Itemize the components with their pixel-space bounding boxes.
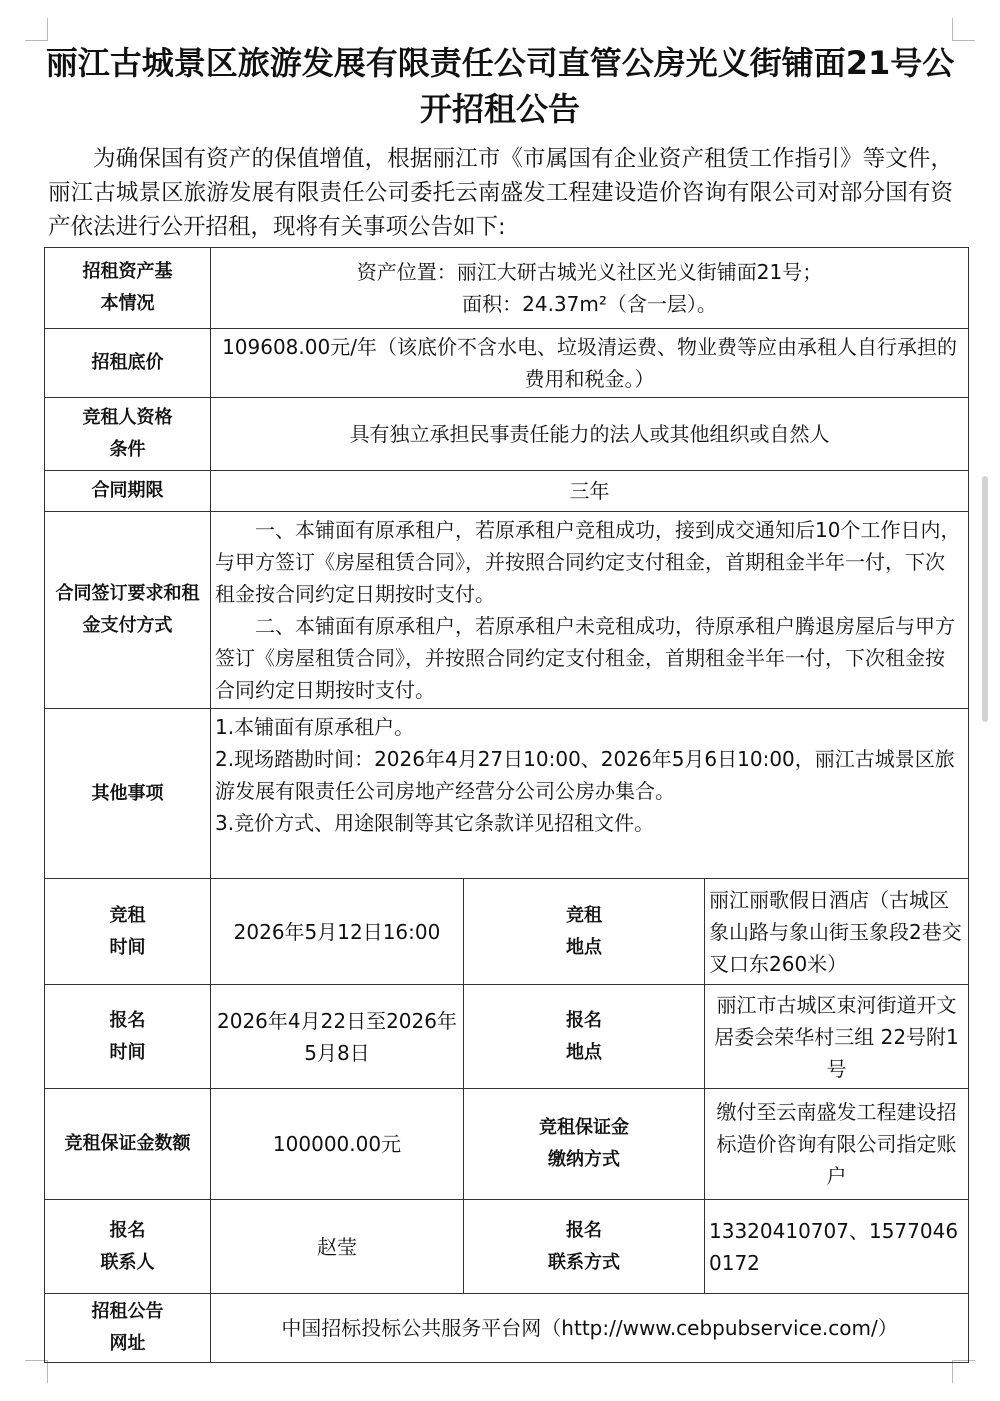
website-label: [45, 1294, 211, 1363]
deposit-method-label: [464, 1089, 705, 1200]
crop-mark-top-right: [952, 18, 975, 41]
signup-time-value: 2026年4月22日至2026年5月8日: [211, 985, 464, 1089]
contract-paragraph-1: 一、本铺面有原承租户，若原承租户竞租成功，接到成交通知后10个工作日内，与甲方签订《房屋租赁合同》，并按照合同约定支付租金，首期租金半年一付，下次租金按合同约定日期按时支付。: [215, 518, 961, 606]
term-label: 合同期限: [45, 471, 211, 512]
contact-phone-value: 13320410707、15770460172: [705, 1200, 969, 1294]
scrollbar-thumb[interactable]: [982, 476, 988, 722]
contact-person-label-line-2: 联系人: [100, 1251, 155, 1273]
deposit-amount-value: 100000.00元: [211, 1089, 464, 1200]
intro-paragraph: 为确保国有资产的保值增值，根据丽江市《市属国有企业资产租赁工作指引》等文件，丽江古城景区旅游发展有限责任公司委托云南盛发工程建设造价咨询有限公司对部分国有资产依法进行公开招租，现将有关事项公告如下:: [48, 146, 953, 240]
qualification-label: 竞租人资格条件: [45, 398, 211, 471]
contract-paragraph-2: 二、本铺面有原承租户，若原承租户未竞租成功，待原承租户腾退房屋后与甲方签订《房屋租赁合同》，并按照合同约定支付租金，首期租金半年一付，下次租金按合同约定日期按时支付。: [215, 614, 955, 702]
signup-time-label: [45, 985, 211, 1089]
deposit-method-label-line-2: 缴纳方式: [548, 1149, 620, 1170]
signup-time-label-line-1: 报名: [109, 1009, 146, 1031]
bid-time-label-line-2: 时间: [109, 936, 146, 958]
deposit-amount-label: 竞租保证金数额: [45, 1089, 211, 1200]
bid-time-label: [45, 879, 211, 985]
table-row-deposit: [45, 1089, 969, 1200]
asset-area: 面积：24.37m²（含一层）。: [462, 292, 717, 316]
other-item-1: 1.本铺面有原承租户。: [215, 715, 415, 739]
bid-place-value: 丽江丽歌假日酒店（古城区象山路与象山街玉象段2巷交叉口东260米）: [705, 879, 969, 985]
bid-place-label-line-2: 地点: [566, 936, 602, 958]
contact-phone-label: [464, 1200, 705, 1294]
website-label-line-1: 招租公告: [91, 1301, 164, 1322]
price-value: 109608.00元/年（该底价不含水电、垃圾清运费、物业费等应由承租人自行承担的费用和税金。）: [211, 329, 969, 398]
contact-person-value: 赵莹: [211, 1200, 464, 1294]
signup-place-label-line-1: 报名: [566, 1009, 602, 1031]
other-item-3: 3.竞价方式、用途限制等其它条款详见招租文件。: [215, 811, 655, 835]
bid-place-label-line-1: 竞租: [566, 904, 602, 926]
crop-mark-bottom-left: [25, 1360, 48, 1383]
table-row-contract: [45, 512, 969, 709]
document-title: 丽江古城景区旅游发展有限责任公司直管公房光义街铺面21号公开招租公告: [45, 44, 955, 128]
contact-phone-label-line-1: 报名: [566, 1219, 602, 1241]
table-row-bid: [45, 879, 969, 985]
crop-mark-bottom-right: [952, 1360, 975, 1383]
website-label-line-2: 网址: [109, 1333, 146, 1354]
price-label: 招租底价: [45, 329, 211, 398]
table-row-term: [45, 471, 969, 512]
other-item-2: 2.现场踏勘时间：2026年4月27日10:00、2026年5月6日10:00，丽江古城景区旅游发展有限责任公司房地产经营分公司公房办集合。: [215, 747, 955, 803]
contact-person-label: [45, 1200, 211, 1294]
signup-place-value: 丽江市古城区束河街道开文居委会荣华村三组 22号附1号: [705, 985, 969, 1089]
other-label: 其他事项: [45, 709, 211, 879]
bid-time-label-line-1: 竞租: [109, 904, 146, 926]
term-value: 三年: [211, 471, 969, 512]
asset-location: 资产位置：丽江大研古城光义社区光义街铺面21号；: [356, 260, 823, 284]
table-row-price: [45, 329, 969, 398]
deposit-method-value: 缴付至云南盛发工程建设招标造价咨询有限公司指定账户: [705, 1089, 969, 1200]
signup-time-label-line-2: 时间: [109, 1041, 146, 1063]
signup-place-label: [464, 985, 705, 1089]
notice-table: [44, 247, 969, 1363]
asset-value: [211, 248, 969, 329]
qualification-value: 具有独立承担民事责任能力的法人或其他组织或自然人: [211, 398, 969, 471]
table-row-signup: [45, 985, 969, 1089]
contact-person-label-line-1: 报名: [109, 1219, 146, 1241]
table-row-website: [45, 1294, 969, 1363]
table-row-qualification: [45, 398, 969, 471]
contact-phone-label-line-2: 联系方式: [548, 1251, 620, 1273]
signup-place-label-line-2: 地点: [566, 1041, 602, 1063]
asset-label: 招租资产基本情况: [45, 248, 211, 329]
contract-value: [211, 512, 969, 709]
table-row-other: [45, 709, 969, 879]
other-value: [211, 709, 969, 879]
crop-mark-top-left: [25, 18, 48, 41]
deposit-method-label-line-1: 竞租保证金: [539, 1117, 629, 1138]
table-row-asset: [45, 248, 969, 329]
website-value: 中国招标投标公共服务平台网（http://www.cebpubservice.com/）: [211, 1294, 969, 1363]
bid-place-label: [464, 879, 705, 985]
table-row-contact: [45, 1200, 969, 1294]
bid-time-value: 2026年5月12日16:00: [211, 879, 464, 985]
contract-label: 合同签订要求和租金支付方式: [45, 512, 211, 709]
